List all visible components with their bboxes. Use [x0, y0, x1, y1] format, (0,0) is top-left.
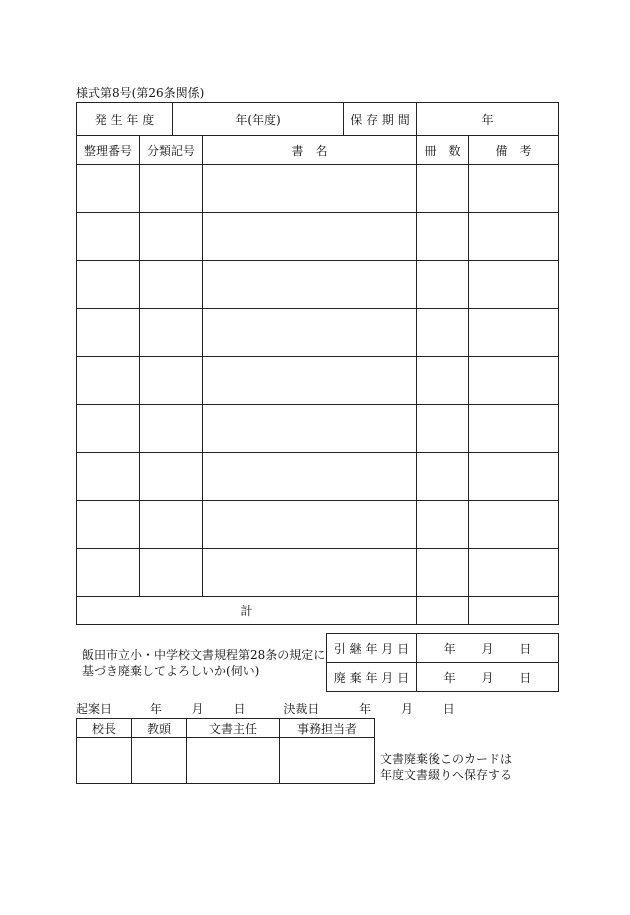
- draft-date-label: 起案日: [76, 702, 113, 716]
- document-rows: [77, 165, 559, 597]
- disposal-month: 月: [481, 670, 494, 685]
- disposal-date-label: 廃 棄 年 月 日: [327, 663, 417, 692]
- remarks-cell[interactable]: [469, 213, 559, 261]
- document-chief-label: 文書主任: [187, 719, 280, 738]
- number-cell[interactable]: [77, 213, 140, 261]
- document-row: [77, 309, 559, 357]
- disposal-request-text: 飯田市立小・中学校文書規程第28条の規定に基づき廃棄してよろしいか(伺い): [82, 648, 326, 678]
- classification-cell[interactable]: [140, 165, 203, 213]
- document-row: [77, 549, 559, 597]
- document-row: [77, 213, 559, 261]
- principal-label: 校長: [77, 719, 132, 738]
- classification-cell[interactable]: [140, 357, 203, 405]
- vice-principal-stamp-box[interactable]: [132, 738, 187, 784]
- count-cell[interactable]: [417, 213, 469, 261]
- draft-day[interactable]: 日: [233, 702, 246, 716]
- header-row: [77, 103, 559, 136]
- decision-date-label: 決裁日: [283, 702, 320, 716]
- draft-decision-dates: [76, 700, 463, 717]
- retention-period-label: 保 存 期 間: [344, 103, 417, 136]
- title-cell[interactable]: [203, 213, 417, 261]
- number-cell[interactable]: [77, 453, 140, 501]
- title-cell[interactable]: [203, 549, 417, 597]
- document-chief-stamp-box[interactable]: [187, 738, 280, 784]
- title-cell[interactable]: [203, 453, 417, 501]
- remarks-cell[interactable]: [469, 453, 559, 501]
- disposal-date-field[interactable]: [417, 663, 559, 692]
- handover-day: 日: [519, 641, 532, 656]
- approval-header-row: [77, 719, 375, 738]
- remarks-cell[interactable]: [469, 261, 559, 309]
- title-cell[interactable]: [203, 309, 417, 357]
- col-remarks: 備 考: [469, 136, 559, 165]
- vice-principal-label: 教頭: [132, 719, 187, 738]
- count-cell[interactable]: [417, 309, 469, 357]
- col-count: 冊 数: [417, 136, 469, 165]
- handover-date-field[interactable]: [417, 634, 559, 663]
- total-remarks-field[interactable]: [469, 597, 559, 625]
- total-label: 計: [77, 597, 417, 625]
- remarks-cell[interactable]: [469, 357, 559, 405]
- title-cell[interactable]: [203, 165, 417, 213]
- classification-cell[interactable]: [140, 309, 203, 357]
- column-header-row: [77, 136, 559, 165]
- number-cell[interactable]: [77, 405, 140, 453]
- occurrence-year-field[interactable]: 年(年度): [173, 103, 344, 136]
- total-count-field[interactable]: [417, 597, 469, 625]
- number-cell[interactable]: [77, 309, 140, 357]
- document-row: [77, 261, 559, 309]
- number-cell[interactable]: [77, 549, 140, 597]
- count-cell[interactable]: [417, 165, 469, 213]
- storage-note: [380, 751, 512, 783]
- handover-date-label: 引 継 年 月 日: [327, 634, 417, 663]
- remarks-cell[interactable]: [469, 549, 559, 597]
- document-row: [77, 405, 559, 453]
- remarks-cell[interactable]: [469, 309, 559, 357]
- principal-stamp-box[interactable]: [77, 738, 132, 784]
- count-cell[interactable]: [417, 501, 469, 549]
- disposal-day: 日: [519, 670, 532, 685]
- clerk-stamp-box[interactable]: [280, 738, 375, 784]
- handover-year: 年: [443, 641, 456, 656]
- form-title: 様式第8号(第26条関係): [76, 86, 205, 100]
- classification-cell[interactable]: [140, 213, 203, 261]
- classification-cell[interactable]: [140, 405, 203, 453]
- decision-month[interactable]: 月: [400, 702, 413, 716]
- storage-note-line-1: 文書廃棄後このカードは: [380, 752, 513, 766]
- total-row: [77, 597, 559, 625]
- number-cell[interactable]: [77, 165, 140, 213]
- count-cell[interactable]: [417, 453, 469, 501]
- document-row: [77, 453, 559, 501]
- disposal-date-row: [327, 663, 559, 692]
- title-cell[interactable]: [203, 261, 417, 309]
- col-title: 書 名: [203, 136, 417, 165]
- count-cell[interactable]: [417, 261, 469, 309]
- decision-day[interactable]: 日: [442, 702, 455, 716]
- classification-cell[interactable]: [140, 501, 203, 549]
- number-cell[interactable]: [77, 261, 140, 309]
- handover-month: 月: [481, 641, 494, 656]
- occurrence-year-label: 発 生 年 度: [77, 103, 173, 136]
- classification-cell[interactable]: [140, 261, 203, 309]
- count-cell[interactable]: [417, 405, 469, 453]
- draft-year[interactable]: 年: [149, 702, 162, 716]
- disposal-card-table: [76, 102, 559, 625]
- classification-cell[interactable]: [140, 549, 203, 597]
- count-cell[interactable]: [417, 357, 469, 405]
- title-cell[interactable]: [203, 357, 417, 405]
- number-cell[interactable]: [77, 357, 140, 405]
- disposal-year: 年: [443, 670, 456, 685]
- handover-date-row: [327, 634, 559, 663]
- draft-month[interactable]: 月: [191, 702, 204, 716]
- decision-year[interactable]: 年: [359, 702, 372, 716]
- document-row: [77, 165, 559, 213]
- number-cell[interactable]: [77, 501, 140, 549]
- remarks-cell[interactable]: [469, 165, 559, 213]
- approval-stamp-table: [76, 718, 375, 784]
- document-row: [77, 357, 559, 405]
- classification-cell[interactable]: [140, 453, 203, 501]
- remarks-cell[interactable]: [469, 405, 559, 453]
- count-cell[interactable]: [417, 549, 469, 597]
- transfer-disposal-dates-table: [326, 633, 559, 692]
- storage-note-line-2: 年度文書綴りへ保存する: [380, 768, 513, 782]
- remarks-cell[interactable]: [469, 501, 559, 549]
- col-classification: 分類記号: [140, 136, 203, 165]
- approval-stamp-row: [77, 738, 375, 784]
- title-cell[interactable]: [203, 501, 417, 549]
- col-number: 整理番号: [77, 136, 140, 165]
- retention-period-field[interactable]: 年: [417, 103, 559, 136]
- title-cell[interactable]: [203, 405, 417, 453]
- document-row: [77, 501, 559, 549]
- clerk-label: 事務担当者: [280, 719, 375, 738]
